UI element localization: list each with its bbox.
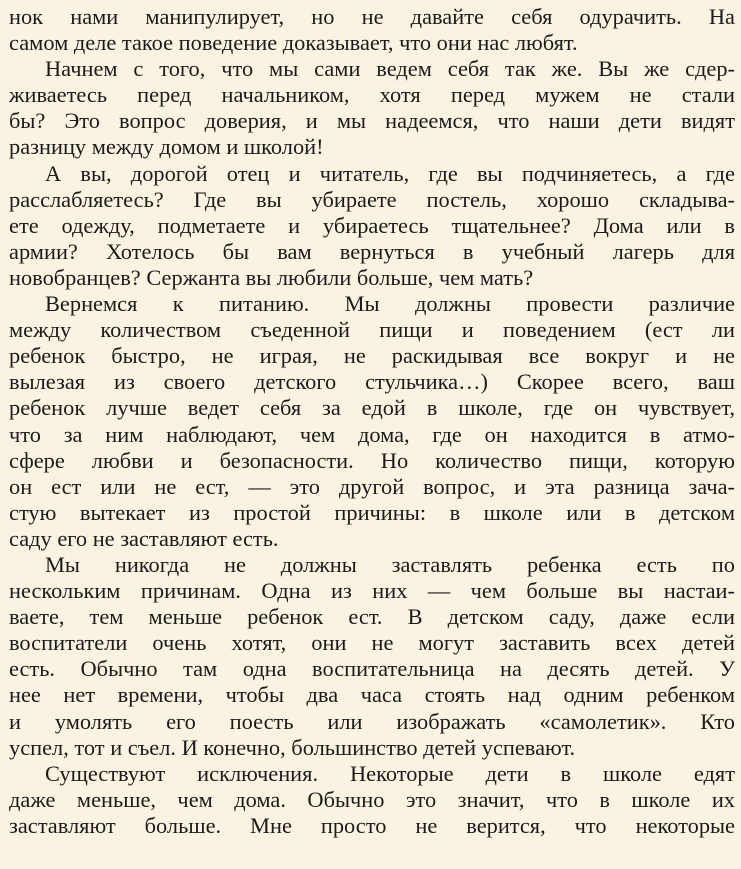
- text-line: между количеством съеденной пищи и поведением (ест ли: [9, 317, 735, 343]
- text-line: Вернемся к питанию. Мы должны провести различие: [45, 291, 735, 317]
- text-line: А вы, дорогой отец и читатель, где вы подчиняетесь, а где: [45, 160, 735, 186]
- paragraph-4: [9, 291, 735, 552]
- text-line: даже меньше, чем дома. Обычно это значит, что в школе их: [9, 786, 735, 812]
- text-line: что за ним наблюдают, чем дома, где он находится в атмо-: [9, 421, 735, 447]
- text-line: сфере любви и безопасности. Но количество пищи, которую: [9, 447, 735, 473]
- paragraph-1: [9, 4, 735, 56]
- text-line: расслабляетесь? Где вы убираете постель, хорошо складыва-: [9, 186, 735, 212]
- paragraph-6: [9, 761, 735, 839]
- text-line: вылезая из своего детского стульчика…) Скорее всего, ваш: [9, 369, 735, 395]
- paragraph-5: [9, 552, 735, 761]
- text-line: самом деле такое поведение доказывает, что они нас любят.: [9, 30, 578, 56]
- text-line: армии? Хотелось бы вам вернуться в учебный лагерь для: [9, 238, 735, 264]
- text-line: Существуют исключения. Некоторые дети в школе едят: [45, 760, 735, 786]
- text-line: нок нами манипулирует, но не давайте себя одурачить. На: [9, 4, 735, 29]
- text-line: стую вытекает из простой причины: в школе или в детском: [9, 499, 735, 525]
- text-line: ребенок лучше ведет себя за едой в школе, где он чувствует,: [9, 395, 735, 421]
- text-line: нее нет времени, чтобы два часа стоять над одним ребенком: [9, 682, 735, 708]
- text-line: саду его не заставляют есть.: [9, 525, 279, 551]
- paragraph-3: [9, 161, 735, 291]
- text-line: заставляют больше. Мне просто не верится, что некоторые: [9, 812, 735, 838]
- text-line: нескольким причинам. Одна из них — чем больше вы настаи-: [9, 578, 735, 604]
- text-line: есть. Обычно там одна воспитательница на десять детей. У: [9, 656, 735, 682]
- text-line: и умолять его поесть или изображать «самолетик». Кто: [9, 708, 735, 734]
- text-line: разницу между домом и школой!: [9, 134, 324, 160]
- text-line: он ест или не ест, — это другой вопрос, и эта разница зача-: [9, 473, 735, 499]
- text-line: ете одежду, подметаете и убираетесь тщательнее? Дома или в: [9, 212, 735, 238]
- text-line: Начнем с того, что мы сами ведем себя так же. Вы же сдер-: [45, 56, 735, 82]
- text-line: успел, тот и съел. И конечно, большинство детей успевают.: [9, 734, 576, 760]
- text-line: Мы никогда не должны заставлять ребенка есть по: [45, 551, 735, 577]
- text-line: бы? Это вопрос доверия, и мы надеемся, что наши дети видят: [9, 108, 735, 134]
- text-line: ваете, тем меньше ребенок ест. В детском саду, даже если: [9, 604, 735, 630]
- text-line: живаетесь перед начальником, хотя перед мужем не стали: [9, 82, 735, 108]
- text-line: новобранцев? Сержанта вы любили больше, чем мать?: [9, 264, 534, 290]
- paragraph-2: [9, 56, 735, 160]
- text-line: воспитатели очень хотят, они не могут заставить всех детей: [9, 630, 735, 656]
- text-line: ребенок быстро, не играя, не раскидывая все вокруг и не: [9, 343, 735, 369]
